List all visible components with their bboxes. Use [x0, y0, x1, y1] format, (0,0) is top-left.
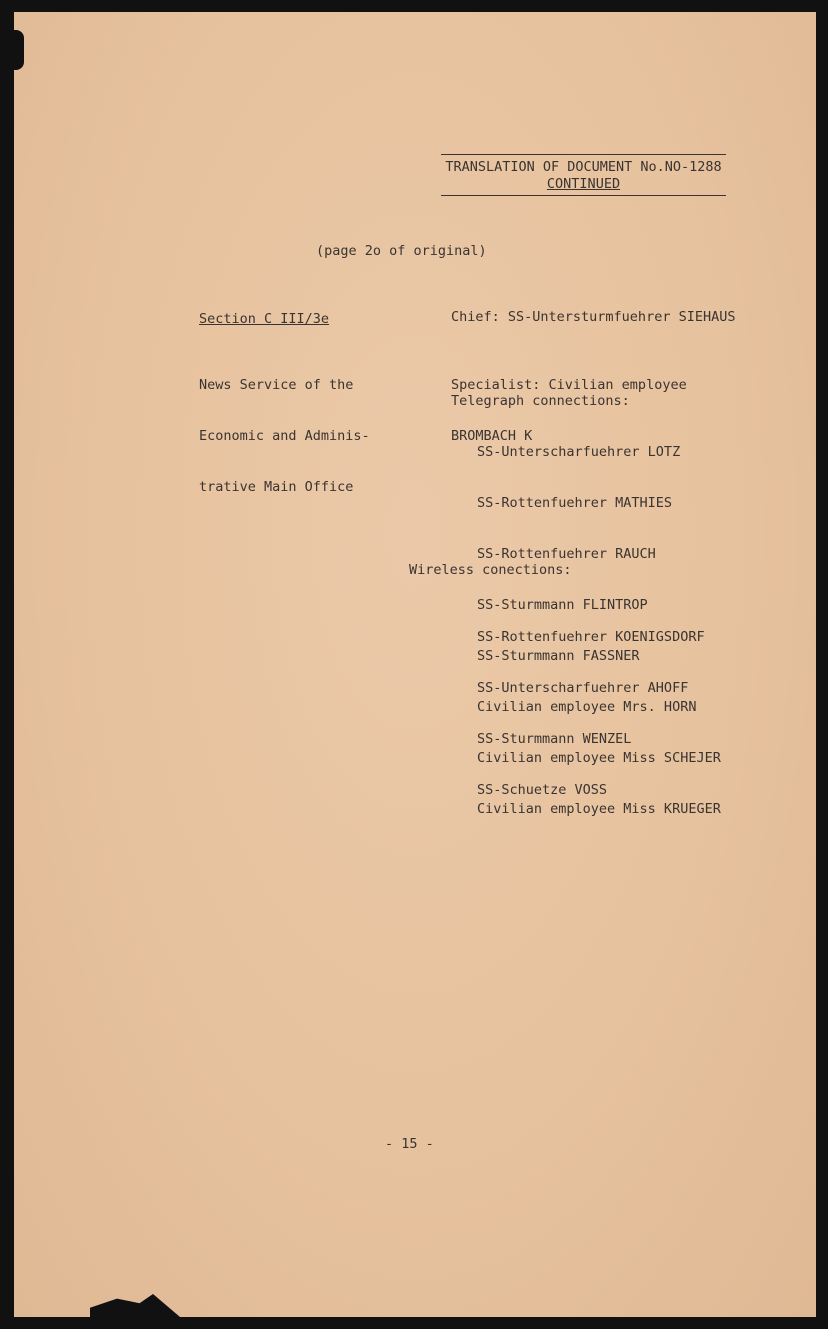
section-description — [199, 343, 370, 513]
list-item: SS-Sturmmann WENZEL — [477, 731, 632, 747]
list-item: SS-Rottenfuehrer MATHIES — [477, 495, 673, 511]
header-title: TRANSLATION OF DOCUMENT No.NO-1288 — [445, 159, 722, 175]
list-item: Civilian employee Mrs. HORN — [477, 699, 697, 715]
page-note: (page 2o of original) — [316, 243, 487, 259]
section-description-line: Economic and Adminis- — [199, 428, 370, 444]
section-description-line: trative Main Office — [199, 479, 354, 495]
section-title: Section C III/3e — [199, 311, 330, 327]
list-item: SS-Sturmmann FLINTROP — [477, 597, 648, 613]
specialist-line: BROMBACH K — [451, 428, 533, 444]
header-continued: CONTINUED — [546, 176, 621, 192]
list-item: Civilian employee Miss KRUEGER — [477, 801, 721, 817]
wireless-heading: Wireless conections: — [409, 562, 572, 578]
list-item: SS-Rottenfuehrer RAUCH — [477, 546, 656, 562]
specialist-line: Specialist: Civilian employee — [451, 377, 687, 393]
list-item: SS-Schuetze VOSS — [477, 782, 608, 798]
wireless-list — [477, 595, 705, 816]
section-description-line: News Service of the — [199, 377, 354, 393]
list-item: Civilian employee Miss SCHEJER — [477, 750, 721, 766]
paper-edge-damage — [14, 30, 24, 70]
telegraph-heading: Telegraph connections: — [451, 393, 630, 409]
chief-line: Chief: SS-Untersturmfuehrer SIEHAUS — [451, 309, 736, 325]
list-item: SS-Unterscharfuehrer AHOFF — [477, 680, 689, 696]
list-item: SS-Unterscharfuehrer LOTZ — [477, 444, 681, 460]
page-number: - 15 - — [385, 1136, 434, 1152]
document-header — [441, 154, 726, 196]
list-item: SS-Rottenfuehrer KOENIGSDORF — [477, 629, 705, 645]
list-item: SS-Sturmmann FASSNER — [477, 648, 640, 664]
